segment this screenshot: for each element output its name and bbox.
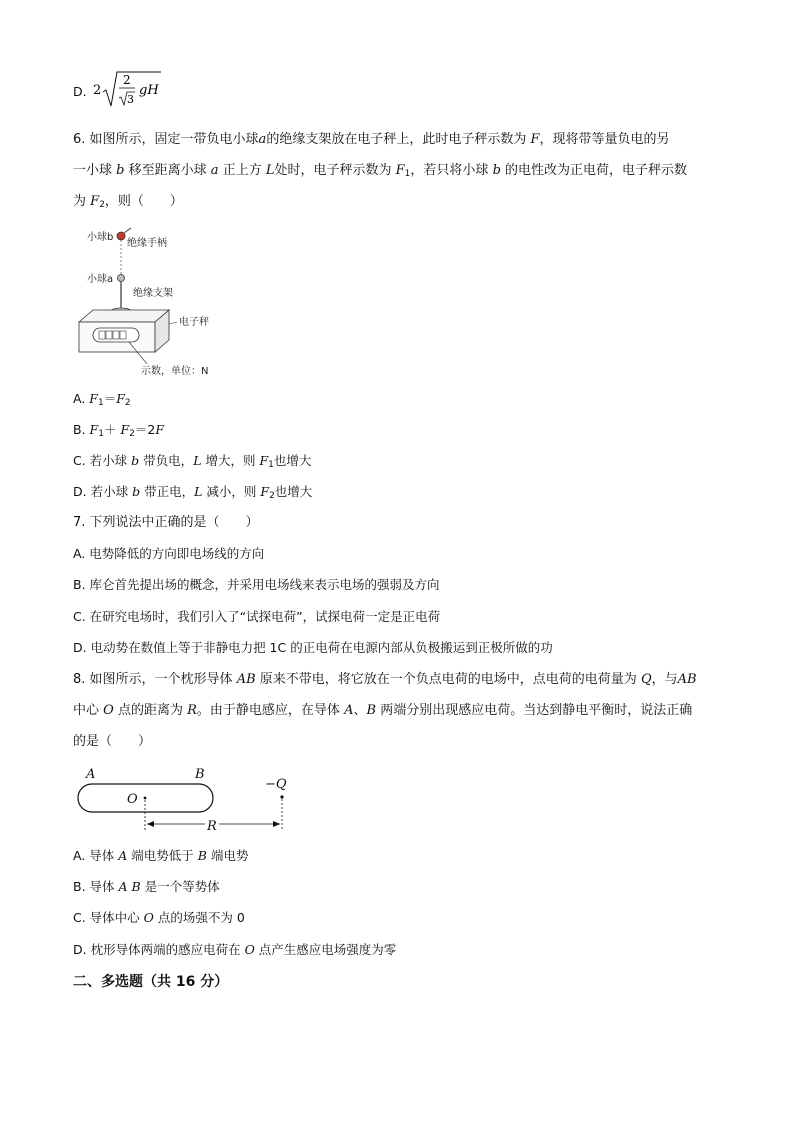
q8-option-b[interactable]: B. 导体 A B 是一个等势体 [73, 879, 220, 894]
q6-option-c[interactable]: C. 若小球 b 带负电，L 增大，则 $F_1$也增大 [73, 453, 312, 470]
q8-stem-line3: 的是（ ） [73, 734, 152, 749]
q6-stem-line1: 6. 如图所示，固定一带负电小球a的绝缘支架放在电子秤上，此时电子秤示数为 F，现将带等量负电的另 [73, 132, 670, 147]
label-support: 绝缘支架 [133, 288, 173, 299]
denominator: 3 [127, 93, 134, 106]
q8-option-d[interactable]: D. 枕形导体两端的感应电荷在 O 点产生感应电场强度为零 [73, 942, 397, 957]
scale-display [93, 328, 139, 342]
insulated-handle [124, 228, 131, 233]
ball-b [117, 232, 125, 240]
point-charge [280, 795, 283, 798]
label-ball-b: 小球b [87, 232, 114, 243]
ball-a [118, 275, 125, 282]
q8-stem-line2: 中心 O 点的距离为 R。由于静电感应，在导体 A、B 两端分别出现感应电荷。当达到静电平衡时，说法正确 [73, 703, 693, 718]
scale-top [79, 310, 169, 322]
q6-option-d[interactable]: D. 若小球 b 带正电，L 减小，则 $F_2$也增大 [73, 484, 313, 501]
option-label: D. [73, 84, 87, 99]
coef: 2 [93, 83, 102, 98]
label-b: B [195, 767, 205, 782]
q8-option-c[interactable]: C. 导体中心 O 点的场强不为 0 [73, 910, 245, 925]
numerator: 2 [123, 73, 131, 87]
q6-option-a[interactable]: A. $F_1=F_2$ [73, 391, 131, 408]
label-neg-q: −Q [265, 777, 287, 792]
q6-stem-line3: 为 $F_2$，则（ ） [73, 194, 183, 210]
section-heading: 二、多选题（共 16 分） [73, 974, 229, 990]
label-scale: 电子秤 [179, 317, 209, 328]
label-reading: 示数，单位：N [141, 366, 209, 377]
q7-stem: 7. 下列说法中正确的是（ ） [73, 515, 259, 530]
q7-option-c[interactable]: C. 在研究电场时，我们引入了“试探电荷”，试探电荷一定是正电荷 [73, 609, 441, 624]
q8-option-a[interactable]: A. 导体 A 端电势低于 B 端电势 [73, 848, 249, 863]
label-o: O [127, 792, 138, 807]
q7-option-d[interactable]: D. 电动势在数值上等于非静电力把 1C 的正电荷在电源内部从负极搬运到正极所做的功 [73, 640, 553, 655]
tail: gH [139, 83, 159, 98]
label-a: A [86, 767, 96, 782]
label-handle: 绝缘手柄 [127, 238, 167, 249]
q7-option-a[interactable]: A. 电势降低的方向即电场线的方向 [73, 546, 265, 561]
sqrt-expression [91, 70, 201, 110]
q6-figure [73, 226, 233, 378]
q6-option-b[interactable]: B. $F_1+ F_2=2F$ [73, 422, 165, 439]
q5-option-d [73, 70, 193, 110]
q8-figure [73, 764, 303, 836]
q6-stem-line2: 一小球 b 移至距离小球 a 正上方 L处时，电子秤示数为 $F_1$，若只将小球 b 的电性改为正电荷，电子秤示数 [73, 163, 688, 179]
q7-option-b[interactable]: B. 库仑首先提出场的概念，并采用电场线来表示电场的强弱及方向 [73, 577, 440, 592]
point-o [144, 797, 147, 800]
q8-stem-line1: 8. 如图所示，一个枕形导体 AB 原来不带电，将它放在一个负点电荷的电场中，点电荷的电荷量为 Q，与AB [73, 672, 697, 687]
label-r: R [207, 819, 217, 834]
label-ball-a: 小球a [87, 274, 114, 285]
